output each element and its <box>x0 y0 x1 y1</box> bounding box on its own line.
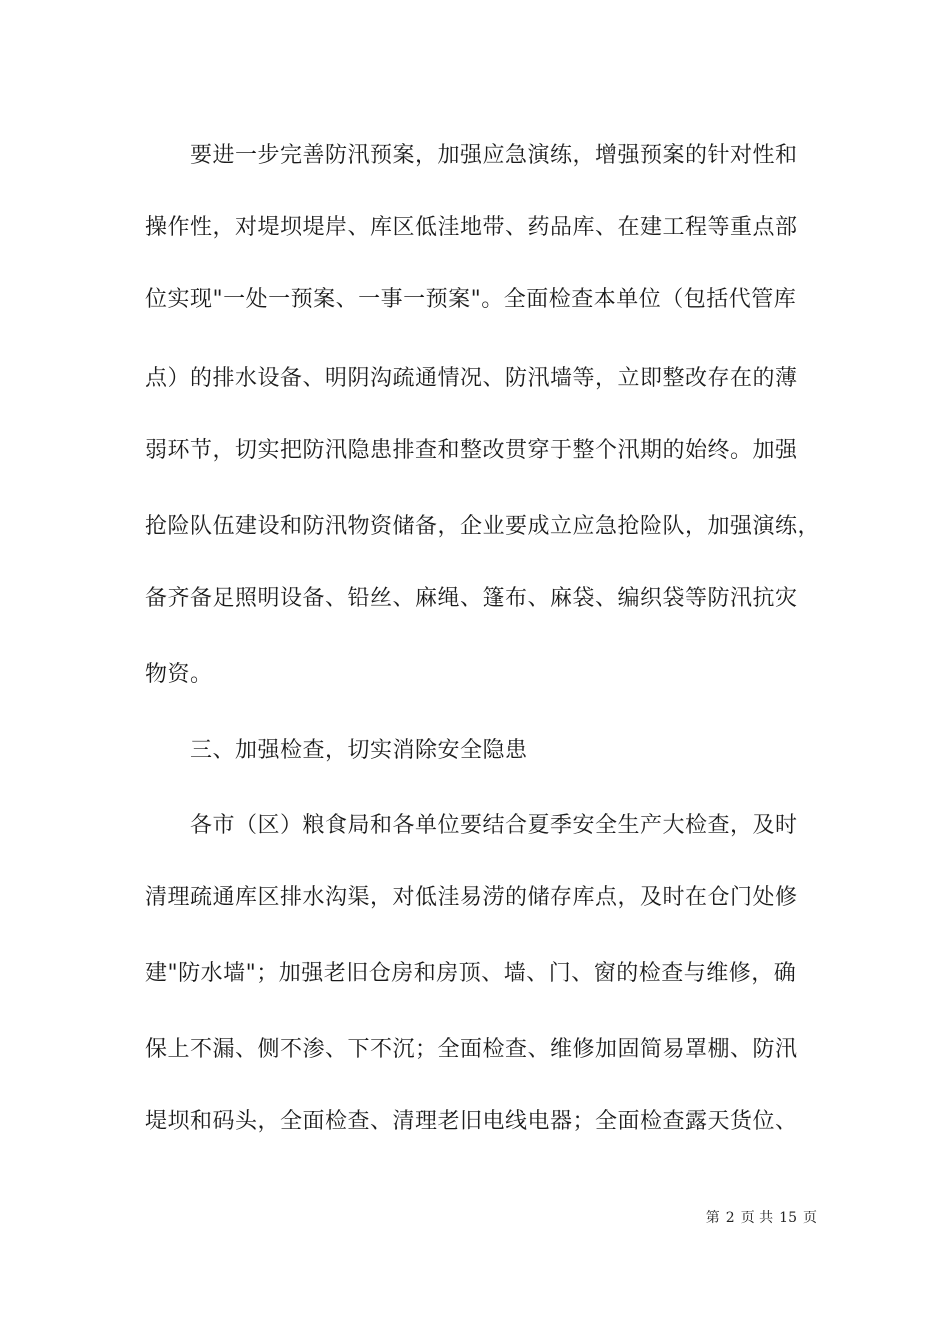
footer-current-page: 2 <box>725 1210 735 1226</box>
paragraph-2-line-2: 清理疏通库区排水沟渠，对低洼易涝的储存库点，及时在仓门处修 <box>145 885 798 910</box>
footer-total-pages: 15 <box>779 1210 797 1226</box>
paragraph-1-line-1: 要进一步完善防汛预案，加强应急演练，增强预案的针对性和 <box>190 143 798 168</box>
footer-middle: 页 共 <box>740 1210 774 1226</box>
footer-suffix: 页 <box>803 1210 817 1226</box>
paragraph-2-line-3: 建"防水墙"；加强老旧仓房和房顶、墙、门、窗的检查与维修，确 <box>145 961 797 986</box>
page-footer <box>0 1208 820 1228</box>
paragraph-1-line-8: 物资。 <box>145 662 213 687</box>
section-heading: 三、加强检查，切实消除安全隐患 <box>190 738 528 763</box>
footer-prefix: 第 <box>705 1210 720 1226</box>
paragraph-1-line-5: 弱环节，切实把防汛隐患排查和整改贯穿于整个汛期的始终。加强 <box>145 438 798 463</box>
paragraph-1-line-4: 点）的排水设备、明阴沟疏通情况、防汛墙等，立即整改存在的薄 <box>145 366 798 391</box>
paragraph-1-line-2: 操作性，对堤坝堤岸、库区低洼地带、药品库、在建工程等重点部 <box>145 215 798 240</box>
paragraph-1-line-6: 抢险队伍建设和防汛物资储备，企业要成立应急抢险队，加强演练， <box>145 514 821 539</box>
paragraph-1-line-3: 位实现"一处一预案、一事一预案"。全面检查本单位（包括代管库 <box>145 287 797 312</box>
paragraph-2-line-1: 各市（区）粮食局和各单位要结合夏季安全生产大检查，及时 <box>190 813 798 838</box>
paragraph-2-line-4: 保上不漏、侧不渗、下不沉；全面检查、维修加固简易罩棚、防汛 <box>145 1037 798 1062</box>
paragraph-1-line-7: 备齐备足照明设备、铅丝、麻绳、篷布、麻袋、编织袋等防汛抗灾 <box>145 586 798 611</box>
paragraph-2-line-5: 堤坝和码头，全面检查、清理老旧电线电器；全面检查露天货位、 <box>145 1109 798 1134</box>
